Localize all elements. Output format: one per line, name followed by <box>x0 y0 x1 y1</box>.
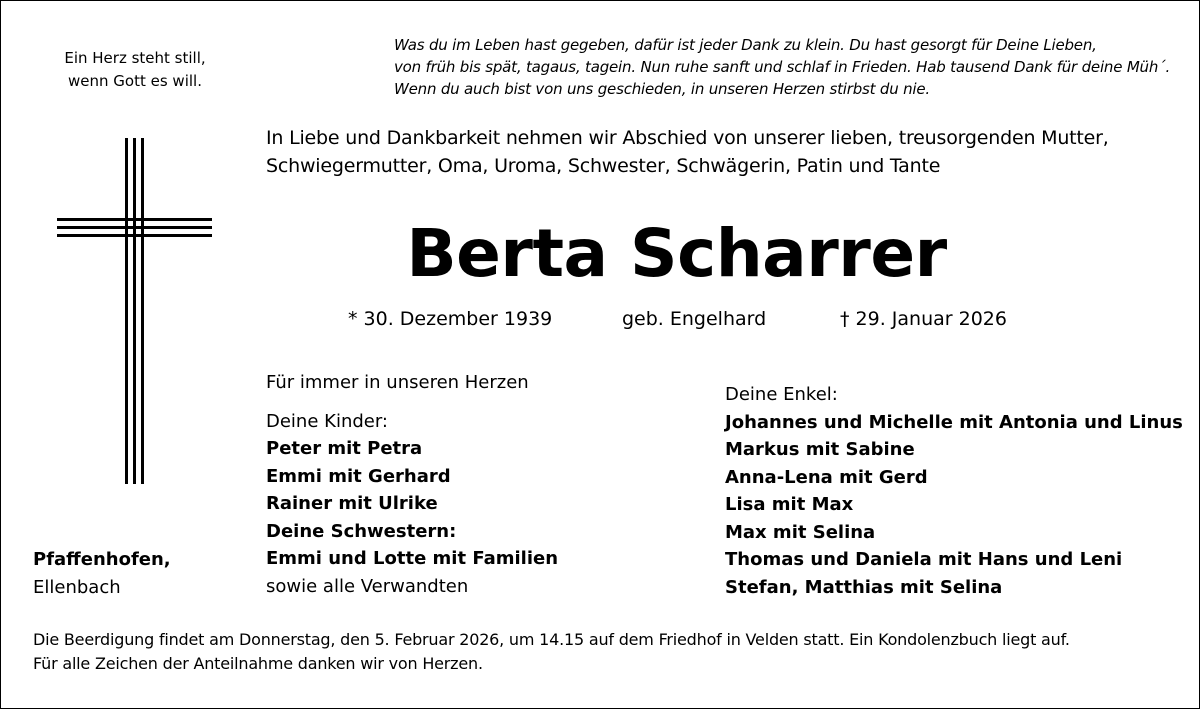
mourners-left-column <box>266 369 558 600</box>
place-district: Ellenbach <box>33 577 121 598</box>
funeral-notice <box>33 628 1070 676</box>
grandchildren-heading: Deine Enkel: <box>725 384 838 405</box>
grandchild-entry: Johannes und Michelle mit Antonia und Linus <box>725 411 1183 433</box>
motto <box>30 47 240 93</box>
death-date: † 29. Januar 2026 <box>840 308 1007 330</box>
poem <box>394 34 1170 100</box>
poem-line: von früh bis spät, tagaus, tagein. Nun ruhe sanft und schlaf in Frieden. Hab tausend Dank für deine Müh´. <box>394 58 1171 76</box>
child-entry: Rainer mit Ulrike <box>266 493 438 514</box>
grandchild-entry: Lisa mit Max <box>725 494 854 515</box>
grandchild-entry: Stefan, Matthias mit Selina <box>725 576 1003 598</box>
sister-entry: Emmi und Lotte mit Familien <box>266 548 559 569</box>
child-entry: Peter mit Petra <box>266 438 423 459</box>
grandchild-entry: Anna-Lena mit Gerd <box>725 466 928 488</box>
grandchild-entry: Markus mit Sabine <box>725 439 915 460</box>
maiden-name: geb. Engelhard <box>622 308 767 330</box>
poem-line: Was du im Leben hast gegeben, dafür ist jeder Dank zu klein. Du hast gesorgt für Deine Lieben, <box>394 36 1097 54</box>
tagline: Für immer in unseren Herzen <box>266 372 529 393</box>
intro-line: Schwiegermutter, Oma, Uroma, Schwester, Schwägerin, Patin und Tante <box>266 155 941 177</box>
christian-cross-icon <box>55 138 215 486</box>
birth-date: * 30. Dezember 1939 <box>348 308 553 330</box>
mourners-right-column <box>725 381 1183 601</box>
deceased-name: Berta Scharrer <box>406 215 947 292</box>
place <box>33 546 171 602</box>
poem-line: Wenn du auch bist von uns geschieden, in unseren Herzen stirbst du nie. <box>394 80 930 98</box>
grandchild-entry: Thomas und Daniela mit Hans und Leni <box>725 549 1123 570</box>
footer-line: Die Beerdigung findet am Donnerstag, den 5. Februar 2026, um 14.15 auf dem Friedhof in Velden statt. Ein Kondolenzbuch liegt auf. <box>33 630 1070 649</box>
motto-line: Ein Herz steht still, <box>64 49 206 67</box>
child-entry: Emmi mit Gerhard <box>266 465 451 487</box>
footer-line: Für alle Zeichen der Anteilnahme danken wir von Herzen. <box>33 654 483 673</box>
motto-line: wenn Gott es will. <box>68 72 202 90</box>
relatives-line: sowie alle Verwandten <box>266 575 469 597</box>
place-town: Pfaffenhofen, <box>33 549 171 570</box>
sisters-heading: Deine Schwestern: <box>266 520 457 542</box>
grandchild-entry: Max mit Selina <box>725 521 876 543</box>
children-heading: Deine Kinder: <box>266 410 389 432</box>
intro-line: In Liebe und Dankbarkeit nehmen wir Abschied von unserer lieben, treusorgenden Mutter, <box>266 127 1109 149</box>
intro-text <box>266 124 1109 180</box>
